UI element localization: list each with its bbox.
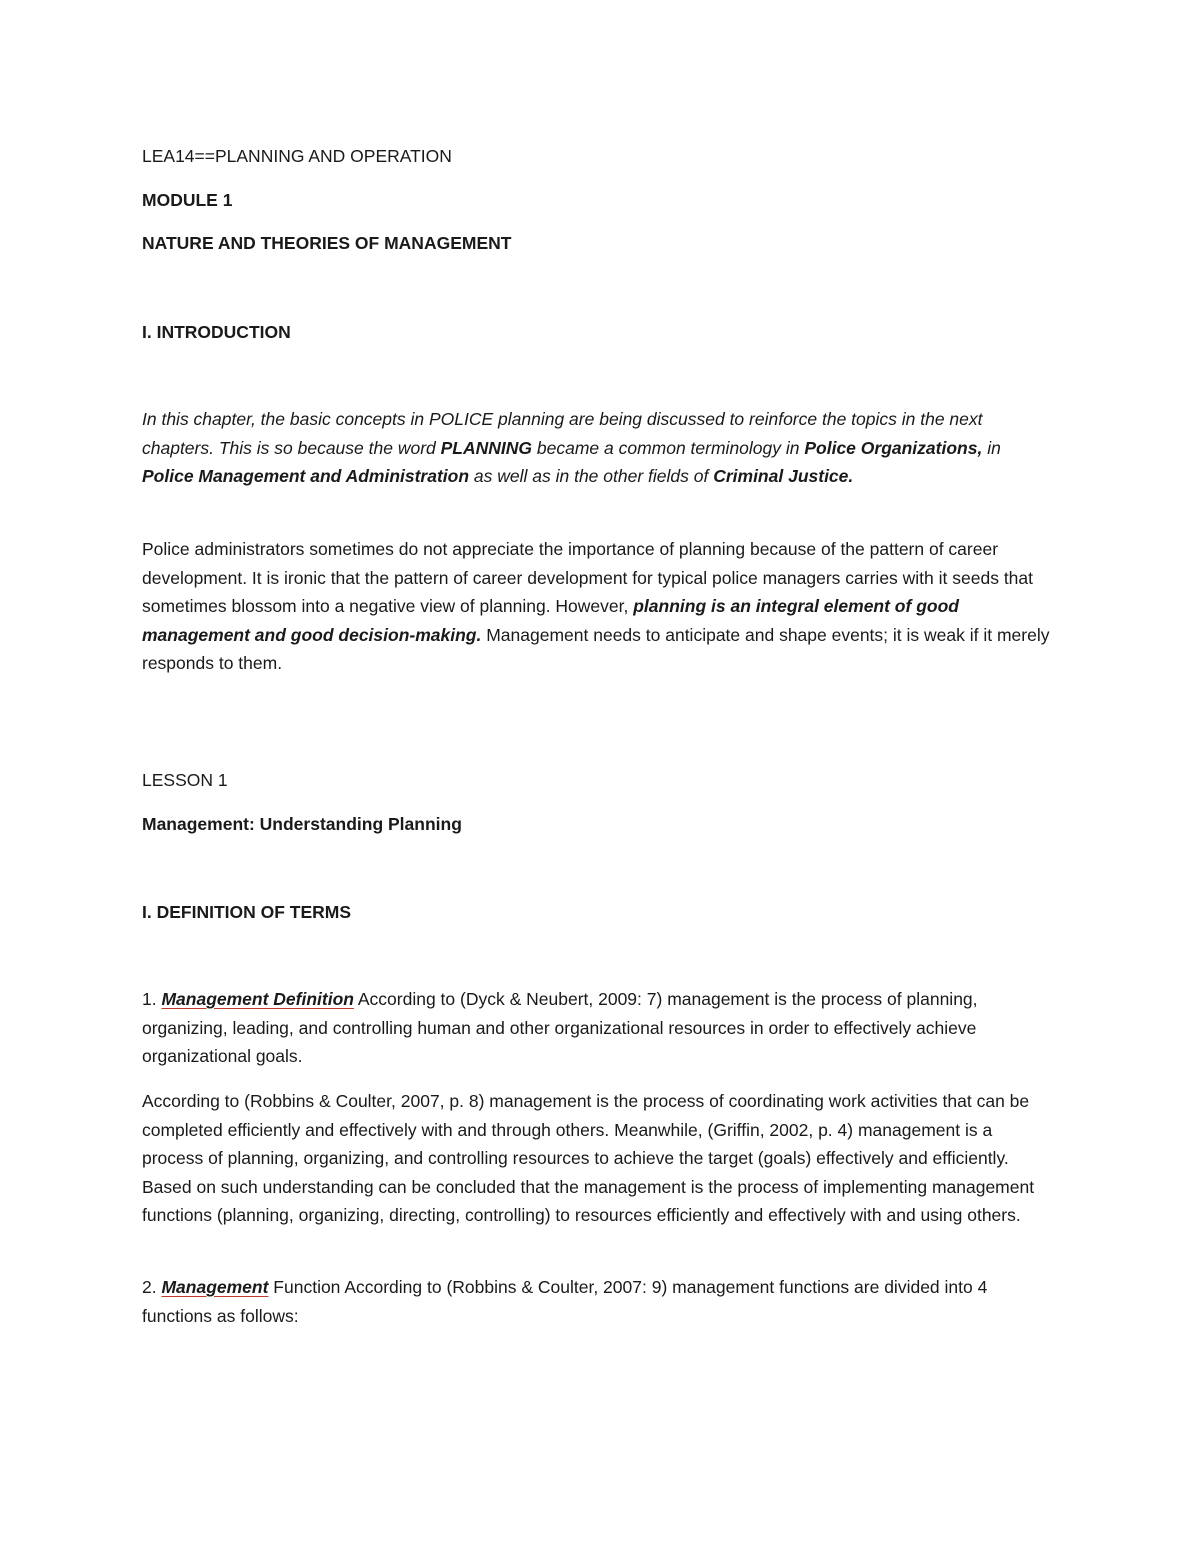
term-management-definition: Management Definition [161,989,354,1009]
lesson-title: Management: Understanding Planning [142,814,462,834]
module-label: MODULE 1 [142,190,233,210]
introduction-paragraph-1: In this chapter, the basic concepts in POLICE planning are being discussed to reinforce the topics in the next chapters. This is so because the word PLANNING became a common terminology in Police Organizations, in Police Management and Administration as well as in the other fields of Criminal Justice. [142,409,1001,487]
course-title: LEA14==PLANNING AND OPERATION [142,146,452,166]
module-title: NATURE AND THEORIES OF MANAGEMENT [142,233,512,253]
introduction-heading: I. INTRODUCTION [142,322,291,342]
definition-item-1: 1. Management Definition According to (Dyck & Neubert, 2009: 7) management is the process of planning, organizing, leading, and controlling human and other organizational resources in order to effectively achieve organizational goals. [142,989,978,1067]
definition-paragraph: According to (Robbins & Coulter, 2007, p. 8) management is the process of coordinating work activities that can be completed efficiently and effectively with and through others. Meanwhile, (Griffin, 2002, p. 4) management is a process of planning, organizing, and controlling resources to achieve the target (goals) effectively and efficiently. Based on such understanding can be concluded that the management is the process of implementing management functions (planning, organizing, directing, controlling) to resources efficiently and effectively with and using others. [142,1091,1035,1226]
definitions-heading: I. DEFINITION OF TERMS [142,902,352,922]
definition-item-2: 2. Management Function According to (Robbins & Coulter, 2007: 9) management functions are divided into 4 functions as follows: [142,1277,988,1326]
introduction-paragraph-2: Police administrators sometimes do not appreciate the importance of planning because of the pattern of career development. It is ironic that the pattern of career development for typical police managers carries with it seeds that sometimes blossom into a negative view of planning. However, planning is an integral element of good management and good decision-making. Management needs to anticipate and shape events; it is weak if it merely responds to them. [142,539,1050,674]
term-management: Management [161,1277,269,1297]
lesson-label: LESSON 1 [142,770,228,790]
